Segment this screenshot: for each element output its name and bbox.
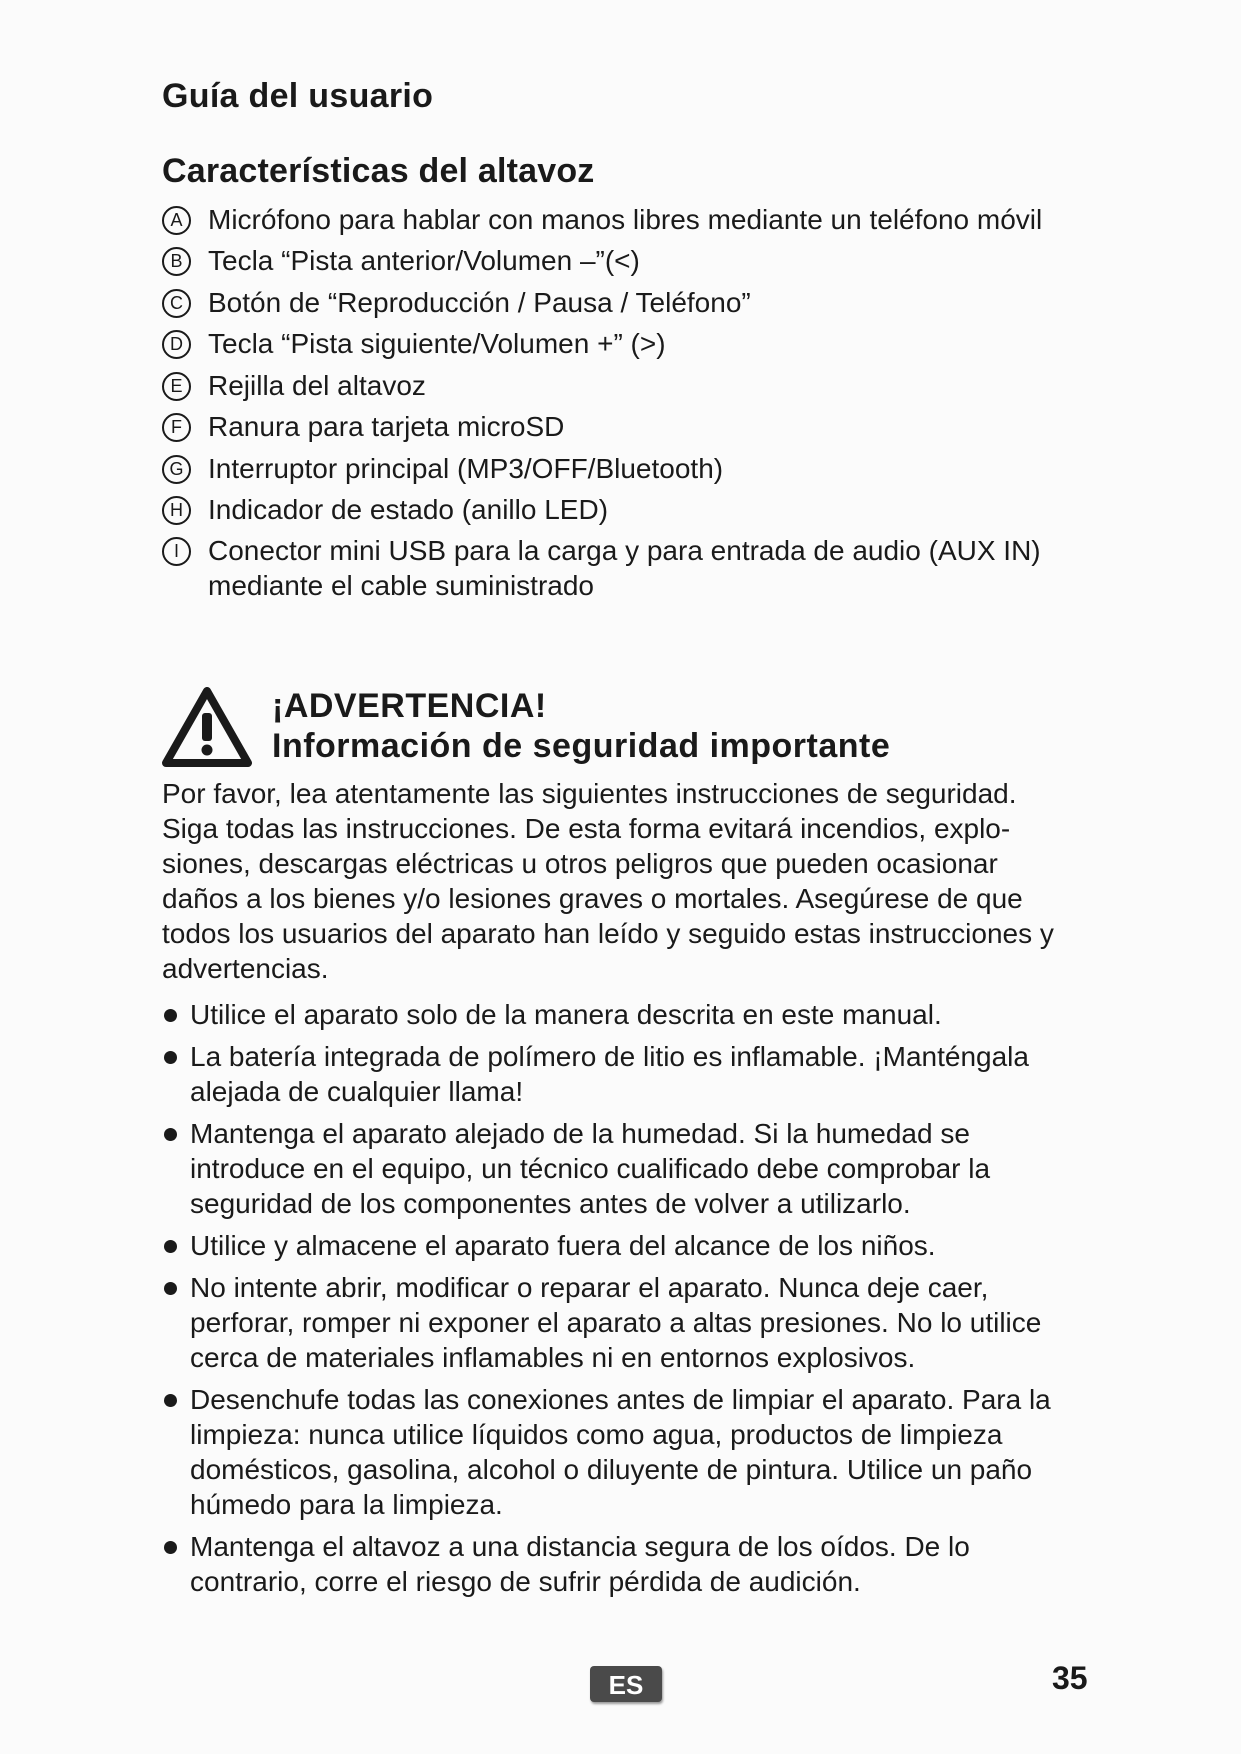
features-list: [162, 202, 1062, 609]
safety-intro-paragraph: Por favor, lea atentamente las siguientes instrucciones de seguridad. Siga todas las instrucciones. De esta forma evitará incendios, explosiones, descargas eléctricas u otros peligros que pueden ocasionar daños a los bienes y/o lesiones graves o mortales. Asegúrese de que todos los usuarios del aparato han leído y seguido estas instrucciones y advertencias.: [162, 778, 1054, 984]
warning-block: [162, 685, 1062, 775]
feature-item-e: [162, 368, 1062, 403]
feature-text: Tecla “Pista anterior/Volumen –”(<): [208, 245, 640, 276]
circled-letter-d-icon: D: [162, 330, 191, 359]
bullet-icon: [164, 1541, 177, 1554]
page-number: 35: [1052, 1660, 1088, 1696]
safety-item: [162, 997, 1067, 1032]
language-badge: ES: [590, 1666, 662, 1702]
safety-item-text: Utilice y almacene el aparato fuera del alcance de los niños.: [190, 1230, 936, 1261]
safety-item: [162, 1116, 1067, 1221]
safety-item-text: Desenchufe todas las conexiones antes de limpiar el aparato. Para la limpieza: nunca utilice líquidos como agua, productos de limpieza domésticos, gasolina, alcohol o diluyente de pintura. Utilice un paño húmedo para la limpieza.: [190, 1384, 1051, 1520]
page-title: Guía del usuario: [162, 77, 434, 115]
warning-triangle-icon: [162, 687, 252, 767]
feature-item-f: [162, 409, 1062, 444]
bullet-icon: [164, 1128, 177, 1141]
safety-item-text: La batería integrada de polímero de litio es inflamable. ¡Manténgala alejada de cualquier llama!: [190, 1041, 1029, 1107]
feature-text: Botón de “Reproducción / Pausa / Teléfono”: [208, 287, 751, 318]
bullet-icon: [164, 1009, 177, 1022]
feature-item-c: [162, 285, 1062, 320]
circled-letter-a-icon: A: [162, 206, 191, 235]
safety-item: [162, 1228, 1067, 1263]
safety-item-text: Mantenga el aparato alejado de la humedad. Si la humedad se introduce en el equipo, un técnico cualificado debe comprobar la seguridad de los componentes antes de volver a utilizarlo.: [190, 1118, 991, 1219]
feature-item-i: [162, 533, 1062, 603]
safety-item-text: No intente abrir, modificar o reparar el aparato. Nunca deje caer, perforar, romper ni exponer el aparato a altas presiones. No lo utilice cerca de materiales inflamables ni en entornos explosivos.: [190, 1272, 1042, 1373]
warning-title: ¡ADVERTENCIA!: [272, 687, 547, 725]
circled-letter-b-icon: B: [162, 247, 191, 276]
safety-item: [162, 1039, 1067, 1109]
circled-letter-g-icon: G: [162, 455, 191, 484]
bullet-icon: [164, 1282, 177, 1295]
safety-item-text: Utilice el aparato solo de la manera descrita en este manual.: [190, 999, 942, 1030]
feature-text: Conector mini USB para la carga y para entrada de audio (AUX IN) mediante el cable suministrado: [208, 535, 1041, 601]
feature-item-a: [162, 202, 1062, 237]
feature-item-g: [162, 451, 1062, 486]
warning-subtitle: Información de seguridad importante: [272, 727, 891, 765]
feature-text: Rejilla del altavoz: [208, 370, 426, 401]
bullet-icon: [164, 1051, 177, 1064]
safety-list: [162, 997, 1067, 1606]
features-heading: Características del altavoz: [162, 152, 595, 190]
circled-letter-c-icon: C: [162, 289, 191, 318]
bullet-icon: [164, 1240, 177, 1253]
feature-text: Tecla “Pista siguiente/Volumen +” (>): [208, 328, 666, 359]
feature-item-h: [162, 492, 1062, 527]
safety-item: [162, 1529, 1067, 1599]
feature-text: Indicador de estado (anillo LED): [208, 494, 609, 525]
safety-item: [162, 1382, 1067, 1522]
safety-item: [162, 1270, 1067, 1375]
circled-letter-i-icon: I: [162, 537, 191, 566]
circled-letter-e-icon: E: [162, 372, 191, 401]
feature-text: Interruptor principal (MP3/OFF/Bluetooth): [208, 453, 724, 484]
feature-text: Ranura para tarjeta microSD: [208, 411, 565, 442]
safety-item-text: Mantenga el altavoz a una distancia segura de los oídos. De lo contrario, corre el riesgo de sufrir pérdida de audición.: [190, 1531, 970, 1597]
bullet-icon: [164, 1394, 177, 1407]
circled-letter-h-icon: H: [162, 496, 191, 525]
feature-item-b: [162, 243, 1062, 278]
feature-item-d: [162, 326, 1062, 361]
feature-text: Micrófono para hablar con manos libres mediante un teléfono móvil: [208, 204, 1043, 235]
circled-letter-f-icon: F: [162, 413, 191, 442]
